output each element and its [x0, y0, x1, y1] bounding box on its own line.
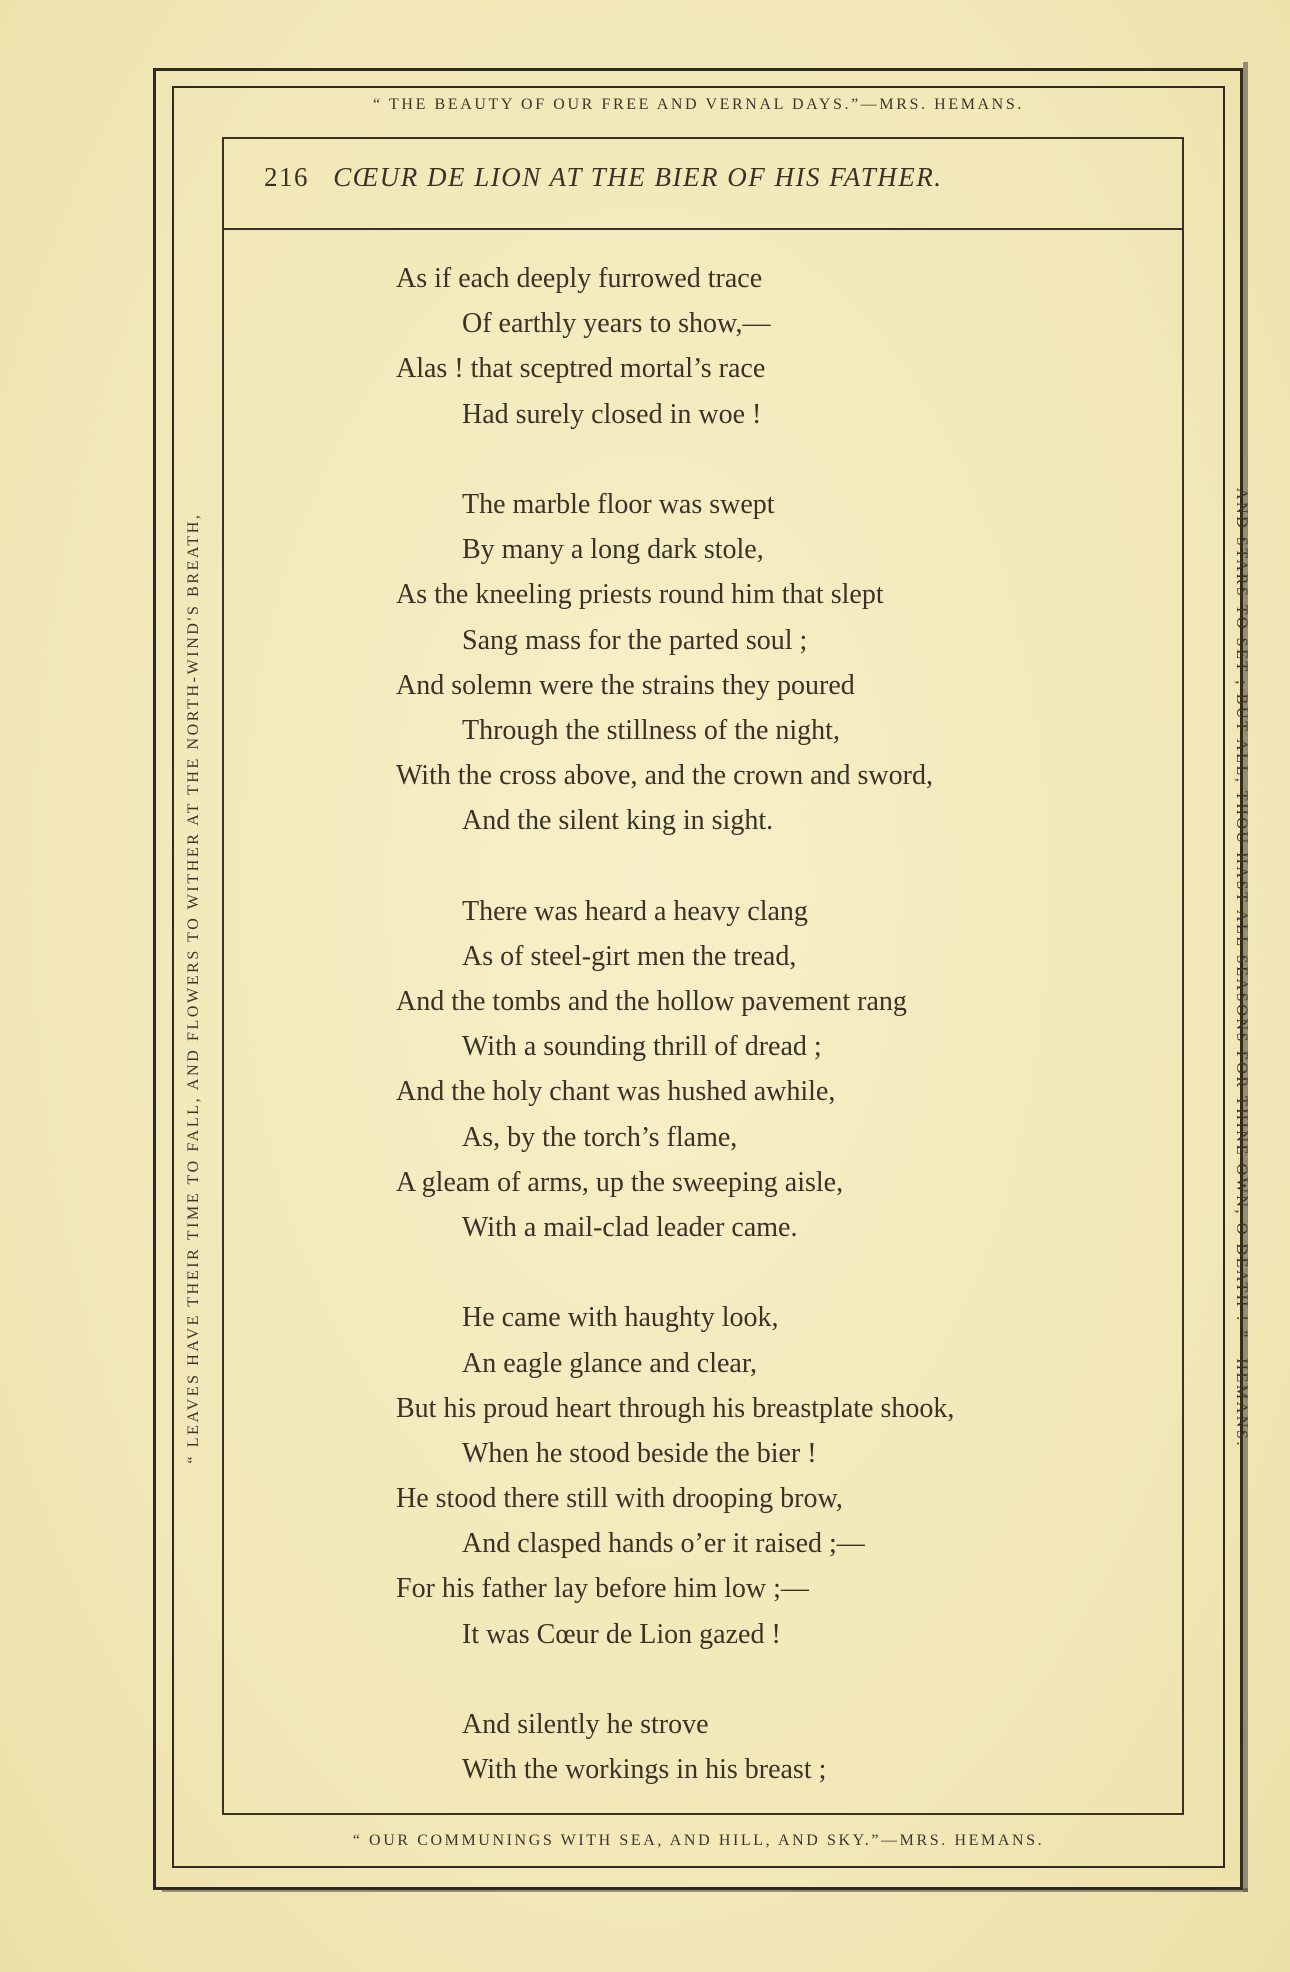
frame-quote-bottom: “ OUR COMMUNINGS WITH SEA, AND HILL, AND SKY.”—MRS. HEMANS. [352, 1832, 1045, 1849]
poem-line: Had surely closed in woe ! [462, 398, 762, 430]
stanza-break [396, 843, 1156, 888]
stanza-break [396, 1657, 1156, 1702]
poem-line: With a mail-clad leader came. [462, 1211, 798, 1243]
header-divider [222, 228, 1184, 230]
frame-quote-right: AND STARS TO SET ; BUT ALL, THOU HAST ALL SEASONS FOR THINE OWN, O DEATH ! ”—HEMANS. [1233, 487, 1250, 1449]
poem-line: The marble floor was swept [462, 488, 775, 520]
poem-line: Alas ! that sceptred mortal’s race [396, 353, 766, 385]
poem-line: And the silent king in sight. [462, 805, 774, 837]
poem-line: Through the stillness of the night, [462, 714, 840, 746]
poem-line: And silently he strove [462, 1709, 709, 1740]
stanza-break [396, 1250, 1156, 1295]
poem-line: With a sounding thrill of dread ; [462, 1031, 822, 1063]
poem-line: It was Cœur de Lion gazed ! [462, 1618, 781, 1650]
poem-line: But his proud heart through his breastplate shook, [396, 1392, 955, 1424]
stanza-break [396, 437, 1156, 482]
poem-line: As if each deeply furrowed trace [396, 263, 763, 294]
poem-line: He stood there still with drooping brow, [396, 1483, 843, 1515]
poem-line: By many a long dark stole, [462, 534, 764, 566]
poem-line: There was heard a heavy clang [462, 895, 808, 927]
page-number: 216 [264, 162, 309, 192]
poem-line: For his father lay before him low ;— [396, 1573, 809, 1605]
poem-line: When he stood beside the bier ! [462, 1437, 817, 1469]
poem-title: CŒUR DE LION AT THE BIER OF HIS FATHER. [333, 162, 943, 192]
poem-line: And clasped hands o’er it raised ;— [462, 1528, 865, 1560]
poem-line: And the tombs and the hollow pavement rang [396, 986, 907, 1017]
poem-line: And the holy chant was hushed awhile, [396, 1076, 836, 1108]
poem-body [396, 256, 1156, 1792]
poem-line: Sang mass for the parted soul ; [462, 624, 808, 656]
poem-line: As of steel-girt men the tread, [462, 940, 797, 972]
running-head [264, 162, 1164, 193]
poem-line: And solemn were the strains they poured [396, 669, 855, 701]
poem-line: He came with haughty look, [462, 1302, 779, 1334]
poem-line: With the cross above, and the crown and sword, [396, 760, 933, 792]
poem-line: A gleam of arms, up the sweeping aisle, [396, 1166, 844, 1198]
poem-line: Of earthly years to show,— [462, 308, 771, 340]
poem-line: An eagle glance and clear, [462, 1347, 758, 1379]
frame-quote-left: “ LEAVES HAVE THEIR TIME TO FALL, AND FLOWERS TO WITHER AT THE NORTH-WIND'S BREATH, [185, 512, 202, 1464]
frame-quote-top: “ THE BEAUTY OF OUR FREE AND VERNAL DAYS.”—MRS. HEMANS. [373, 96, 1024, 113]
poem-line: As the kneeling priests round him that slept [396, 579, 884, 611]
poem-line: With the workings in his breast ; [462, 1754, 827, 1786]
poem-line: As, by the torch’s flame, [462, 1121, 738, 1153]
